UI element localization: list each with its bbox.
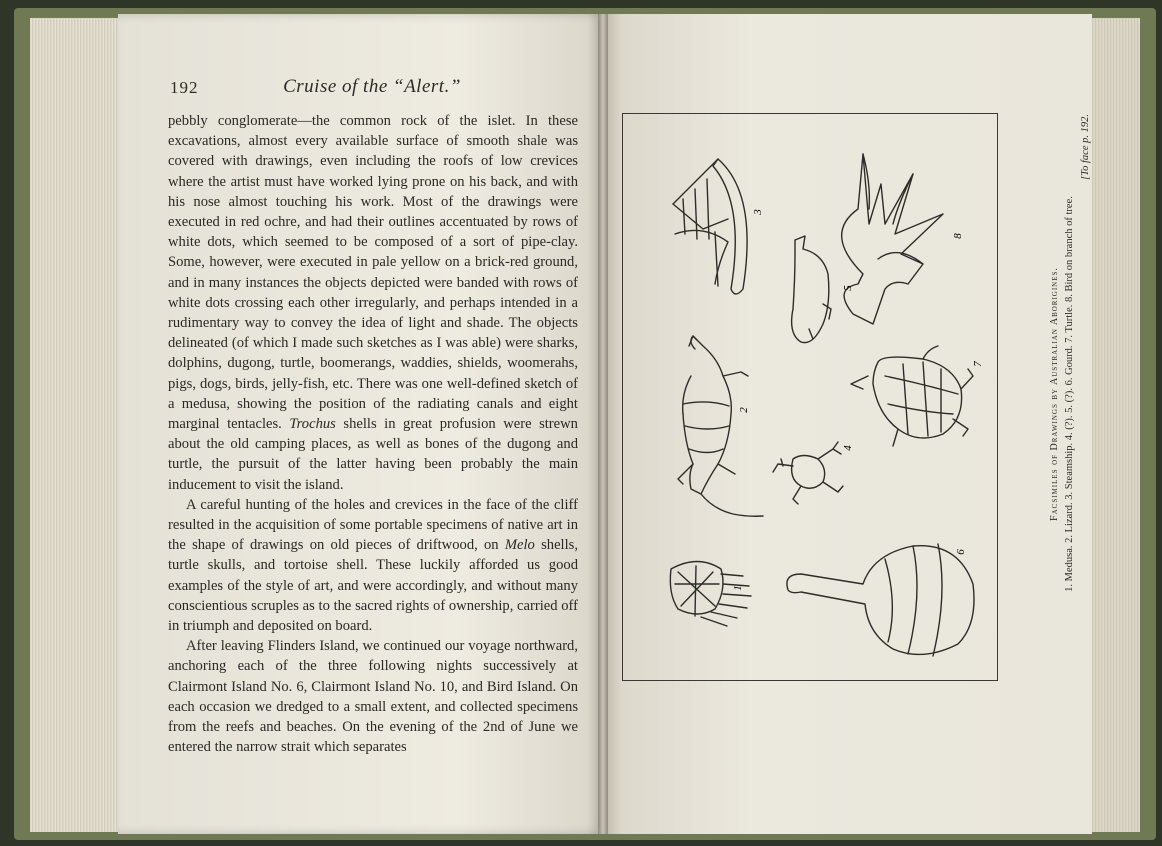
plate-label-3: 3 [751,209,764,215]
drawing-turtle [851,346,973,446]
drawing-steamship [673,159,747,294]
text-run: A careful hunting of the holes and crevices in the face of the cliff resulted in the acquisition of some portable specimens of native art in the shape of drawings on old pieces of driftwood, on [168,496,578,554]
page-edges-right [1088,18,1140,832]
caption-title: Facsimiles of Drawings by Australian Aborigines. [1049,267,1060,521]
plate-label-1: 1 [731,585,744,591]
plate-label-5: 5 [841,285,854,291]
text-run: After leaving Flinders Island, we continued our voyage northward, anchoring each of the three following nights successively at Clairmont Island No. 6, Clairmont Island No. 10, and Bird Island. On each occasion we dredged to a small extent, and collected specimens from the reefs and beaches. On the evening of the 2nd of June we entered the narrow strait which separates [168,638,578,756]
plate-label-6: 6 [954,549,967,555]
drawing-unknown-5 [792,236,831,343]
plate-caption [1036,114,1091,674]
drawing-medusa [670,562,751,627]
page-number: 192 [170,78,199,97]
drawing-unknown-4 [773,442,843,504]
italic-term: Melo [504,537,535,554]
text-run: shells, turtle skulls, and tortoise shell. These luckily afforded us good examples of the style of art, and were accordingly, and without many conscientious scruples as to the sacred rights of ownership, carried off in triumph and deposited on board. [168,537,578,635]
drawing-lizard [678,336,763,516]
plate-illustration [623,114,997,680]
plate-frame [622,113,998,681]
drawing-bird-on-branch [842,154,943,324]
paragraph [168,636,578,757]
running-title: Cruise of the “Alert.” [283,76,461,97]
plate-label-2: 2 [737,407,750,413]
paragraph [168,111,578,495]
paragraph [168,495,578,636]
plate-label-4: 4 [841,445,854,451]
text-run: shells in great profusion were strewn about the old camping places, as well as bones of the dugong and turtle, the pursuit of the latter having been probably the main inducement to visit the island. [168,416,578,493]
caption-face-note: [To face p. 192. [1080,114,1091,180]
page-edges-left [30,18,120,832]
plate-label-8: 8 [951,233,964,239]
text-run: pebbly conglomerate—the common rock of the islet. In these excavations, almost every available surface of smooth shale was covered with drawings, even including the roofs of low crevices where the artist must have worked lying prone on his back, and with his nose almost touching his work. Most of the drawings were executed in red ochre, and had their outlines accentuated by rows of white dots, which seemed to be composed of a sort of pipe-clay. Some, however, were executed in pale yellow on a brick-red ground, and in many instances the objects depicted were banded with rows of white dots crossing each other irregularly, and perhaps intended in a rudimentary way to convey the idea of light and shade. The objects delineated (of which I made such sketches as I was able) were sharks, dolphins, dugong, turtle, boomerangs, waddies, shields, woomerahs, pigs, dogs, birds, jelly-fish, etc. There was one well-defined sketch of a medusa, showing the position of the radiating canals and eight marginal tentacles. [168,113,578,433]
italic-term: Trochus [289,416,336,433]
running-head [168,76,576,106]
body-text [168,111,578,758]
drawing-gourd [787,544,974,656]
caption-legend: 1. Medusa. 2. Lizard. 3. Steamship. 4. (?). 5. (?). 6. Gourd. 7. Turtle. 8. Bird on branch of tree. [1064,196,1075,592]
book-gutter [598,14,608,834]
plate-label-7: 7 [971,361,984,367]
